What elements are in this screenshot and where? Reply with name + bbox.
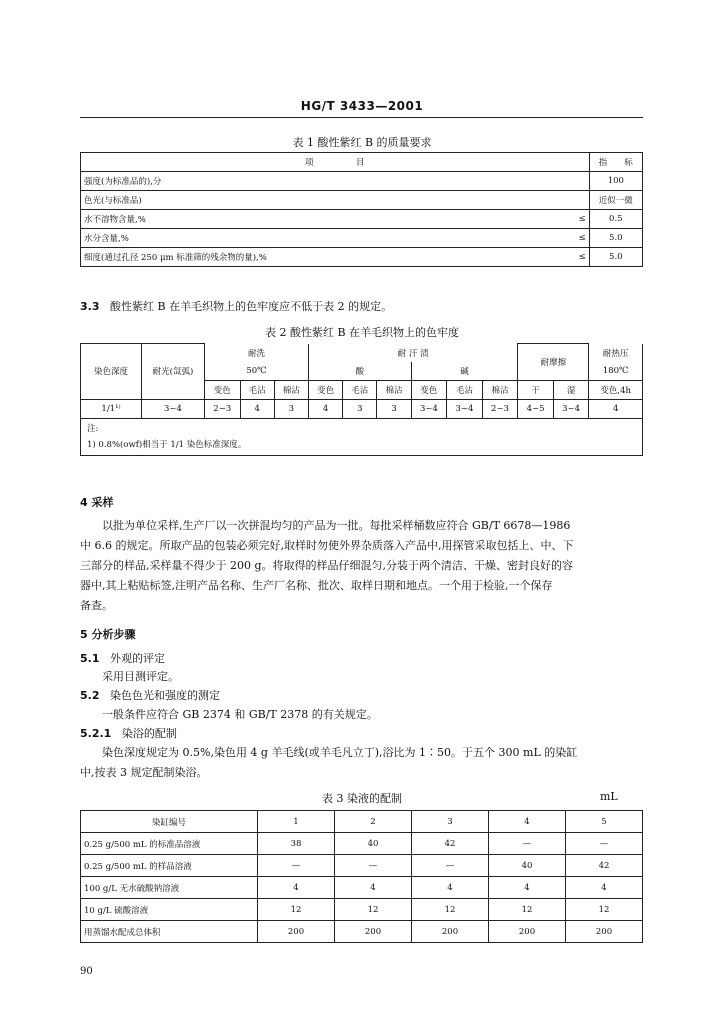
table3-cell: 0.25 g/500 mL 的标准品溶液 [81, 833, 258, 855]
table3-cell: 0.25 g/500 mL 的样品溶液 [81, 855, 258, 877]
clause-5-2 [80, 686, 220, 706]
paragraph-line: 以批为单位采样,生产厂以一次拼混均匀的产品为一批。每批采样桶数应符合 GB/T 6678—1986 [102, 519, 571, 532]
clause-number: 3.3 [80, 300, 100, 313]
table2-head-alkali: 碱 [411, 362, 518, 381]
table3-head: 4 [489, 811, 566, 833]
table3-cell: — [335, 855, 412, 877]
table2-cell: 3~4 [553, 399, 589, 418]
table1-value: 5.0 [589, 248, 642, 267]
table3-cell: 38 [258, 833, 335, 855]
table3-head: 染缸编号 [81, 811, 258, 833]
table2-cell: 3~4 [447, 399, 483, 418]
table1-sym [563, 191, 590, 210]
table-row [81, 399, 643, 418]
table2-cell: 4 [589, 399, 643, 418]
table-row [81, 172, 643, 191]
table3-cell: 用蒸馏水配成总体积 [81, 921, 258, 943]
table2-sub: 毛沾 [447, 380, 483, 399]
clause-5-2-1-body [80, 743, 643, 783]
clause-number: 5.1 [80, 652, 100, 665]
table3-cell: 42 [412, 833, 489, 855]
table3-cell: 4 [335, 877, 412, 899]
table1-head-item: 项 目 [81, 153, 590, 172]
table2-head-wash-temp: 50℃ [205, 362, 309, 381]
table-row [81, 248, 643, 267]
table2-caption: 表 2 酸性紫红 B 在羊毛织物上的色牢度 [264, 326, 460, 339]
table-row [81, 921, 643, 943]
table-row [81, 855, 643, 877]
table-row [81, 899, 643, 921]
table3-cell: — [258, 855, 335, 877]
table3-cell: 200 [489, 921, 566, 943]
table3-cell: 12 [412, 899, 489, 921]
table2-head-light: 耐光(氙弧) [142, 344, 205, 400]
paragraph-line: 备查。 [80, 599, 113, 612]
clause-title: 染色色光和强度的测定 [110, 689, 220, 702]
page-number: 90 [80, 966, 93, 977]
table2-sub: 变色 [205, 380, 241, 399]
table2-sub: 湿 [553, 380, 589, 399]
table2-cell: 4 [240, 399, 274, 418]
table3-cell: 42 [566, 855, 643, 877]
table1-value: 近似一微 [589, 191, 642, 210]
table1-value: 5.0 [589, 229, 642, 248]
table2-sub: 棉沾 [377, 380, 411, 399]
table3-cell: 10 g/L 硫酸溶液 [81, 899, 258, 921]
table3-cell: 40 [489, 855, 566, 877]
table2-sub: 毛沾 [240, 380, 274, 399]
table2-cell: 4~5 [518, 399, 554, 418]
table2-sub: 干 [518, 380, 554, 399]
table1-sym: ≤ [563, 248, 590, 267]
table-row [81, 877, 643, 899]
table2-cell: 3 [274, 399, 308, 418]
table3-cell: 100 g/L 无水硫酸钠溶液 [81, 877, 258, 899]
table-row [81, 191, 643, 210]
clause-text: 酸性紫红 B 在羊毛织物上的色牢度应不低于表 2 的规定。 [110, 300, 393, 313]
table2-sub: 变色,4h [589, 380, 643, 399]
clause-5-1 [80, 649, 165, 669]
table1-sym [563, 172, 590, 191]
table2-header-row [81, 344, 643, 362]
document-header: HG/T 3433—2001 [300, 99, 424, 113]
paragraph-line: 中,按表 3 规定配制染浴。 [80, 766, 208, 779]
table3-cell: 200 [258, 921, 335, 943]
table3-cell: 12 [335, 899, 412, 921]
table2-cell: 3 [377, 399, 411, 418]
table3-head: 3 [412, 811, 489, 833]
table2-cell: 4 [308, 399, 342, 418]
table3-head: 5 [566, 811, 643, 833]
table2-sub: 毛沾 [343, 380, 377, 399]
table1-item: 强度(为标准品的),分 [81, 172, 563, 191]
section-4-body [80, 516, 643, 616]
table1-item: 细度(通过孔径 250 μm 标准筛的残余物的量),% [81, 248, 563, 267]
table2-cell: 2~3 [205, 399, 241, 418]
table3-caption: 表 3 染液的配制 [322, 792, 402, 805]
table2-sub: 变色 [411, 380, 447, 399]
table2-head-wash: 耐洗 [205, 344, 309, 362]
clause-5-1-text: 采用目测评定。 [102, 670, 179, 683]
table2-head-heat-temp: 180℃ [589, 362, 643, 381]
table-row [81, 229, 643, 248]
table1-sym: ≤ [563, 229, 590, 248]
table3 [80, 810, 643, 943]
table1-value: 100 [589, 172, 642, 191]
table1-value: 0.5 [589, 210, 642, 229]
table2-head-acid: 酸 [308, 362, 411, 381]
clause-number: 5.2 [80, 689, 100, 702]
clause-number: 5.2.1 [80, 727, 112, 740]
table2-sub: 棉沾 [274, 380, 308, 399]
table3-cell: 4 [489, 877, 566, 899]
table1-item: 色光(与标准品) [81, 191, 563, 210]
table2-cell: 3 [343, 399, 377, 418]
table2-head-heat: 耐热压 [589, 344, 643, 362]
table3-header-row [81, 811, 643, 833]
table3-head: 2 [335, 811, 412, 833]
clause-title: 外观的评定 [110, 652, 165, 665]
table1 [80, 152, 643, 267]
table1-item: 水分含量,% [81, 229, 563, 248]
table2-cell: 3~4 [411, 399, 447, 418]
clause-3-3 [80, 297, 392, 317]
table2-head-depth: 染色深度 [81, 344, 142, 400]
table2-sub: 棉沾 [482, 380, 518, 399]
table2-note-row [81, 418, 643, 455]
table3-cell: 200 [412, 921, 489, 943]
clause-5-2-1 [80, 724, 177, 744]
table2-head-sweat: 耐 汗 渍 [308, 344, 517, 362]
paragraph-line: 中 6.6 的规定。所取产品的包装必须完好,取样时勿使外界杂质落入产品中,用探管采取包括上、中、下 [80, 539, 574, 552]
table3-cell: 12 [489, 899, 566, 921]
table2 [80, 343, 643, 456]
table2-head-rub: 耐摩擦 [518, 344, 589, 381]
paragraph-line: 器中,其上粘贴标签,注明产品名称、生产厂名称、批次、取样日期和地点。一个用于检验,一个保存 [80, 579, 553, 592]
table3-head: 1 [258, 811, 335, 833]
table1-item: 水不溶物含量,% [81, 210, 563, 229]
table3-cell: 4 [412, 877, 489, 899]
paragraph-line: 染色深度规定为 0.5%,染色用 4 g 羊毛线(或羊毛凡立丁),浴比为 1∶50。于五个 300 mL 的染缸 [102, 746, 578, 759]
section-5-title: 5 分析步骤 [80, 628, 136, 641]
table1-header-row [81, 153, 643, 172]
table2-sub: 变色 [308, 380, 342, 399]
table2-note: 1) 0.8%(owf)相当于 1/1 染色标准深度。 [87, 439, 247, 450]
table3-cell: 4 [258, 877, 335, 899]
table2-cell: 1/1¹⁾ [81, 399, 142, 418]
paragraph-line: 三部分的样品,采样量不得少于 200 g。将取得的样品仔细混匀,分装于两个清洁、干燥、密封良好的容 [80, 559, 574, 572]
table2-note-label: 注: [87, 423, 99, 434]
table3-cell: — [412, 855, 489, 877]
header-rule [80, 117, 643, 118]
table3-unit: mL [600, 790, 618, 803]
table3-cell: 40 [335, 833, 412, 855]
table3-cell: — [489, 833, 566, 855]
table2-cell: 3~4 [142, 399, 205, 418]
clause-5-2-text: 一般条件应符合 GB 2374 和 GB/T 2378 的有关规定。 [102, 708, 378, 721]
table-row [81, 210, 643, 229]
table3-cell: 12 [566, 899, 643, 921]
table3-cell: — [566, 833, 643, 855]
table3-cell: 200 [335, 921, 412, 943]
table3-cell: 200 [566, 921, 643, 943]
clause-title: 染浴的配制 [121, 727, 177, 740]
table3-cell: 4 [566, 877, 643, 899]
table2-cell: 2~3 [482, 399, 518, 418]
table-row [81, 833, 643, 855]
table3-cell: 12 [258, 899, 335, 921]
table1-head-value: 指 标 [589, 153, 642, 172]
table1-sym: ≤ [563, 210, 590, 229]
table1-caption: 表 1 酸性紫红 B 的质量要求 [292, 136, 432, 149]
section-4-title: 4 采样 [80, 496, 114, 509]
